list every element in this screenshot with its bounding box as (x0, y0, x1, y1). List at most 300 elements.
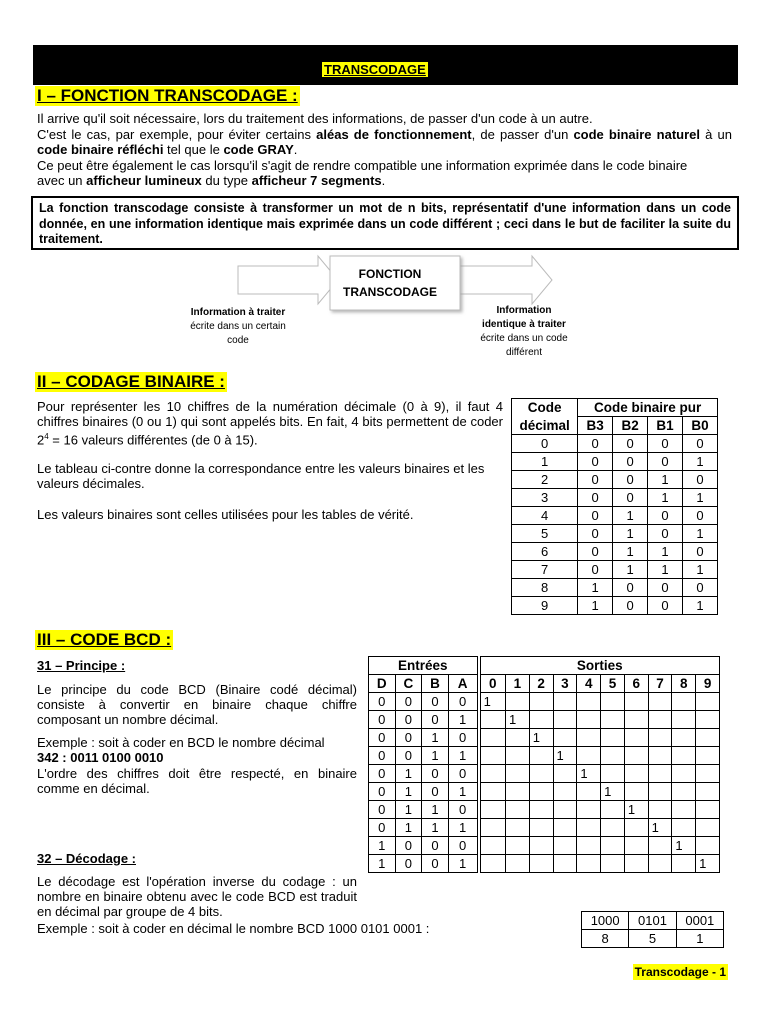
s32p1-text: Le décodage est l'opération inverse du codage : un nombre en binaire obtenu avec le code BCD est traduit en décimal par groupe de 4 bits. (37, 874, 357, 919)
binary-table (511, 398, 718, 615)
bcd-output-cell: 1 (601, 783, 625, 801)
subsection-31-paragraph-3: L'ordre des chiffres doit être respecté, en binaire comme en décimal. (37, 766, 357, 796)
bit-cell: 1 (578, 597, 613, 615)
decimal-cell: 3 (512, 489, 578, 507)
subsection-32-paragraph-1-line1 (37, 874, 357, 919)
bcd-output-cell (672, 711, 696, 729)
p3-text-e: . (381, 173, 386, 188)
bcd-output-cell (601, 819, 625, 837)
bit-cell: 0 (683, 579, 718, 597)
input-label-bold: Information à traiter (190, 307, 286, 318)
bcd-input-cell: 0 (369, 711, 396, 729)
bcd-output-cell (624, 693, 648, 711)
bit-cell: 1 (613, 543, 648, 561)
bcd-input-cell: 1 (448, 711, 478, 729)
section1-paragraph-3 (37, 158, 707, 188)
bit-cell: 0 (683, 543, 718, 561)
bit-cell: 0 (648, 597, 683, 615)
bcd-output-header: 1 (506, 675, 530, 693)
bit-cell: 0 (613, 471, 648, 489)
bcd-output-header: 9 (696, 675, 720, 693)
bit-cell: 1 (683, 453, 718, 471)
bcd-output-cell: 1 (648, 819, 672, 837)
section3-heading: III – CODE BCD : (37, 630, 172, 649)
binary-table-header-b3: B3 (578, 417, 613, 435)
binary-table-header-b2: B2 (613, 417, 648, 435)
bcd-input-cell: 1 (395, 783, 422, 801)
bcd-table (368, 656, 720, 873)
bcd-output-cell (672, 693, 696, 711)
bit-cell: 0 (613, 597, 648, 615)
bcd-output-cell: 1 (506, 711, 530, 729)
bcd-input-cell: 0 (395, 855, 422, 873)
decimal-cell: 1 (512, 453, 578, 471)
bcd-input-cell: 1 (395, 765, 422, 783)
bcd-output-cell (624, 819, 648, 837)
bit-cell: 0 (648, 453, 683, 471)
bcd-output-cell (696, 765, 720, 783)
bcd-input-cell: 0 (369, 765, 396, 783)
bcd-output-cell (506, 765, 530, 783)
bcd-output-cell (648, 711, 672, 729)
binary-table-header-b0: B0 (683, 417, 718, 435)
section2-paragraph-3: Les valeurs binaires sont celles utilisées pour les tables de vérité. (37, 507, 414, 522)
bcd-output-cell (577, 747, 601, 765)
bcd-output-cell: 1 (577, 765, 601, 783)
bcd-input-cell: 0 (369, 801, 396, 819)
decode-decimal-cell: 5 (629, 930, 676, 948)
binary-table-row (512, 471, 718, 489)
section2-paragraph-2: Le tableau ci-contre donne la correspondance entre les valeurs binaires et les valeurs décimales. (37, 461, 485, 491)
bcd-output-cell (479, 837, 506, 855)
p3-text-a: Ce peut être également le cas lorsqu'il s'agit de rendre compatible une information exprimée dans le code binaire avec un (37, 158, 688, 188)
bcd-output-cell: 1 (553, 747, 577, 765)
bcd-output-header: 6 (624, 675, 648, 693)
bcd-output-cell: 1 (696, 855, 720, 873)
bcd-input-cell: 0 (395, 729, 422, 747)
bcd-table-row (369, 729, 720, 747)
binary-table-row (512, 489, 718, 507)
bcd-input-cell: 0 (369, 693, 396, 711)
bcd-table-row (369, 747, 720, 765)
bcd-output-cell (696, 747, 720, 765)
right-arrow-icon (460, 256, 552, 304)
p2-bold-f: code binaire réfléchi (37, 142, 164, 157)
bcd-output-cell (577, 783, 601, 801)
bcd-input-cell: 1 (369, 855, 396, 873)
bcd-output-cell (479, 729, 506, 747)
bcd-input-cell: 0 (369, 819, 396, 837)
bcd-output-cell (529, 819, 553, 837)
bcd-output-cell (696, 837, 720, 855)
section1-paragraph-2 (37, 127, 732, 157)
bit-cell: 0 (648, 525, 683, 543)
binary-table-header-b1: B1 (648, 417, 683, 435)
bcd-input-cell: 1 (422, 729, 449, 747)
header-code-text: Code (527, 400, 562, 416)
bcd-output-cell (577, 711, 601, 729)
bcd-output-cell (601, 837, 625, 855)
bit-cell: 0 (648, 507, 683, 525)
binary-table-row (512, 579, 718, 597)
bcd-output-header: 4 (577, 675, 601, 693)
binary-table-row (512, 543, 718, 561)
bcd-output-cell (479, 765, 506, 783)
binary-table-row (512, 525, 718, 543)
bit-cell: 0 (683, 507, 718, 525)
bcd-table-row (369, 693, 720, 711)
footer-page-label: Transcodage - 1 (634, 965, 726, 979)
bcd-output-cell (601, 693, 625, 711)
bcd-output-cell (601, 855, 625, 873)
decimal-cell: 2 (512, 471, 578, 489)
subsection-31-paragraph-2 (37, 735, 362, 765)
bcd-output-cell: 1 (479, 693, 506, 711)
definition-box (31, 196, 739, 250)
bcd-output-cell (696, 801, 720, 819)
bcd-table-header-outputs: Sorties (479, 657, 720, 675)
s31p2-text: Exemple : soit à coder en BCD le nombre décimal (37, 735, 325, 750)
bcd-output-cell (624, 747, 648, 765)
binary-table-body (512, 435, 718, 615)
bcd-output-cell: 1 (529, 729, 553, 747)
bcd-output-cell (553, 819, 577, 837)
bcd-output-cell (529, 837, 553, 855)
bcd-input-cell: 0 (395, 747, 422, 765)
bit-cell: 0 (578, 543, 613, 561)
bcd-output-cell (648, 729, 672, 747)
bcd-output-cell (577, 837, 601, 855)
decode-bcd-cell: 0101 (629, 912, 676, 930)
bcd-output-cell (479, 801, 506, 819)
bcd-output-cell (506, 801, 530, 819)
bcd-input-cell: 0 (369, 783, 396, 801)
bcd-output-cell (601, 711, 625, 729)
bcd-output-cell (479, 819, 506, 837)
decimal-cell: 8 (512, 579, 578, 597)
p2-text-e: à un (700, 127, 732, 142)
bcd-output-cell: 1 (624, 801, 648, 819)
output-label-line3: écrite dans un code (480, 333, 568, 344)
bcd-output-cell (506, 747, 530, 765)
decimal-cell: 5 (512, 525, 578, 543)
bit-cell: 0 (648, 579, 683, 597)
bcd-output-cell (577, 855, 601, 873)
bcd-output-header: 3 (553, 675, 577, 693)
binary-table-header-code (512, 399, 578, 417)
p3-bold-d: afficheur 7 segments (251, 173, 382, 188)
bit-cell: 0 (578, 489, 613, 507)
bcd-output-header: 2 (529, 675, 553, 693)
bit-cell: 1 (578, 579, 613, 597)
decimal-cell: 9 (512, 597, 578, 615)
bcd-input-cell: 0 (422, 765, 449, 783)
s31p2-bold: 342 : 0011 0100 0010 (37, 750, 164, 765)
bcd-input-cell: 0 (369, 747, 396, 765)
bcd-input-cell: 1 (448, 855, 478, 873)
bcd-output-cell (479, 747, 506, 765)
bcd-output-cell (696, 693, 720, 711)
bcd-input-cell: 0 (422, 783, 449, 801)
bcd-table-row (369, 765, 720, 783)
bcd-output-cell (624, 855, 648, 873)
bcd-output-cell (648, 837, 672, 855)
bcd-output-cell (648, 855, 672, 873)
p2-text-c: , de passer d'un (471, 127, 574, 142)
section2-heading: II – CODAGE BINAIRE : (37, 372, 225, 391)
s2p1-superscript: 4 (44, 432, 49, 441)
bcd-output-header: 8 (672, 675, 696, 693)
bcd-input-cell: 0 (395, 711, 422, 729)
bcd-table-row (369, 855, 720, 873)
bcd-input-cell: 1 (369, 837, 396, 855)
bit-cell: 1 (648, 543, 683, 561)
output-label-line4: différent (506, 347, 542, 358)
bcd-output-cell (479, 711, 506, 729)
bit-cell: 1 (613, 525, 648, 543)
bcd-input-header: C (395, 675, 422, 693)
bcd-output-cell (553, 711, 577, 729)
bcd-input-header: B (422, 675, 449, 693)
decimal-cell: 4 (512, 507, 578, 525)
bcd-input-cell: 0 (448, 693, 478, 711)
bcd-input-cell: 1 (422, 801, 449, 819)
bit-cell: 0 (648, 435, 683, 453)
bcd-output-cell (672, 783, 696, 801)
binary-table-header-decimal: décimal (512, 417, 578, 435)
bcd-table-row (369, 711, 720, 729)
bcd-output-cell (624, 711, 648, 729)
bcd-output-cell (601, 747, 625, 765)
page-title: TRANSCODAGE (324, 62, 426, 77)
bcd-output-cell (601, 729, 625, 747)
bcd-output-cell (553, 765, 577, 783)
bcd-input-cell: 0 (395, 693, 422, 711)
bcd-output-cell (529, 711, 553, 729)
section2-paragraph-1 (37, 399, 503, 447)
bit-cell: 1 (648, 561, 683, 579)
bcd-input-cell: 1 (422, 819, 449, 837)
bcd-table-body (369, 693, 720, 873)
bcd-output-cell (506, 837, 530, 855)
bit-cell: 0 (683, 471, 718, 489)
bcd-output-header: 0 (479, 675, 506, 693)
decode-bcd-cell: 1000 (582, 912, 629, 930)
bcd-input-header: A (448, 675, 478, 693)
bit-cell: 1 (683, 597, 718, 615)
bcd-output-cell (648, 783, 672, 801)
bcd-output-cell (479, 855, 506, 873)
bcd-output-cell (553, 855, 577, 873)
bcd-table-header-inputs: Entrées (369, 657, 479, 675)
bcd-output-cell (648, 765, 672, 783)
bcd-output-cell (529, 747, 553, 765)
bcd-output-header: 5 (601, 675, 625, 693)
decimal-cell: 6 (512, 543, 578, 561)
bcd-output-cell: 1 (672, 837, 696, 855)
bcd-output-cell (529, 855, 553, 873)
definition-text: La fonction transcodage consiste à transformer un mot de n bits, représentatif d'une information dans un code donnée, en une information identique mais exprimée dans un code différent ; ceci dans le but de faciliter la suite du traitement. (39, 201, 731, 246)
transcoding-diagram (160, 250, 590, 360)
bcd-output-cell (696, 711, 720, 729)
bcd-output-cell (553, 729, 577, 747)
s2p1-text-b: = 16 valeurs différentes (de 0 à 15). (48, 432, 258, 448)
decimal-cell: 7 (512, 561, 578, 579)
binary-table-row (512, 507, 718, 525)
s2p1-text-a: Pour représenter les 10 chiffres de la numération décimale (0 à 9), il faut 4 chiffres binaires (0 ou 1) qui sont appelés bits. En fait, 4 bits permettent de coder 2 (37, 399, 503, 448)
bcd-output-cell (696, 729, 720, 747)
bcd-output-cell (577, 729, 601, 747)
decode-row-bcd (582, 912, 724, 930)
bcd-output-cell (648, 747, 672, 765)
bcd-input-cell: 1 (448, 747, 478, 765)
bcd-output-cell (624, 783, 648, 801)
bit-cell: 1 (683, 489, 718, 507)
bcd-output-cell (553, 801, 577, 819)
binary-table-row (512, 561, 718, 579)
bcd-table-row (369, 801, 720, 819)
bcd-output-cell (601, 765, 625, 783)
decode-bcd-cell: 0001 (676, 912, 723, 930)
bcd-table-row (369, 837, 720, 855)
bit-cell: 0 (578, 453, 613, 471)
binary-table-header-binary: Code binaire pur (578, 399, 718, 417)
bcd-output-cell (624, 837, 648, 855)
bcd-input-cell: 0 (422, 711, 449, 729)
bit-cell: 0 (613, 579, 648, 597)
bcd-output-cell (577, 693, 601, 711)
bcd-output-cell (529, 693, 553, 711)
bcd-input-cell: 1 (422, 747, 449, 765)
bcd-input-cell: 0 (448, 801, 478, 819)
bcd-output-cell (506, 783, 530, 801)
bcd-output-cell (672, 747, 696, 765)
subsection-32-paragraph-2: Exemple : soit à coder en décimal le nombre BCD 1000 0101 0001 : (37, 921, 430, 936)
bcd-output-cell (577, 801, 601, 819)
bcd-table-subheader (369, 675, 720, 693)
bcd-output-cell (624, 729, 648, 747)
subsection-31-heading: 31 – Principe : (37, 658, 126, 673)
p3-bold-b: afficheur lumineux (86, 173, 202, 188)
function-box-line1: FONCTION (358, 267, 422, 281)
bcd-output-cell (479, 783, 506, 801)
bcd-output-cell (672, 855, 696, 873)
bcd-input-cell: 1 (395, 819, 422, 837)
bit-cell: 0 (578, 507, 613, 525)
section1-heading: I – FONCTION TRANSCODAGE : (37, 86, 298, 105)
p2-text-g: tel que le (163, 142, 224, 157)
bcd-output-cell (672, 801, 696, 819)
output-label-bold1: Information (496, 305, 552, 316)
binary-table-row (512, 597, 718, 615)
bcd-output-header: 7 (648, 675, 672, 693)
decode-example-table (581, 911, 724, 948)
left-arrow-icon (238, 256, 338, 304)
decimal-cell: 0 (512, 435, 578, 453)
p2-text-i: . (293, 142, 298, 157)
subsection-32-heading: 32 – Décodage : (37, 851, 136, 866)
bit-cell: 1 (683, 561, 718, 579)
bcd-input-cell: 1 (395, 801, 422, 819)
bcd-output-cell (696, 783, 720, 801)
bcd-input-cell: 1 (448, 783, 478, 801)
output-label-bold2: identique à traiter (482, 319, 566, 330)
bit-cell: 1 (613, 507, 648, 525)
bit-cell: 0 (613, 453, 648, 471)
input-label-line2: écrite dans un certain (190, 321, 286, 332)
bcd-output-cell (553, 693, 577, 711)
bit-cell: 1 (613, 561, 648, 579)
input-label-line3: code (227, 335, 249, 346)
bcd-output-cell (648, 801, 672, 819)
bcd-output-cell (624, 765, 648, 783)
p2-bold-d: code binaire naturel (573, 127, 701, 142)
p2-bold-b: aléas de fonctionnement (316, 127, 472, 142)
bcd-output-cell (506, 729, 530, 747)
bcd-output-cell (648, 693, 672, 711)
function-box-line2: TRANSCODAGE (342, 285, 438, 299)
bcd-output-cell (672, 729, 696, 747)
binary-table-row (512, 453, 718, 471)
bcd-output-cell (672, 819, 696, 837)
bit-cell: 0 (613, 489, 648, 507)
bit-cell: 1 (648, 471, 683, 489)
bcd-output-cell (553, 837, 577, 855)
bcd-output-cell (577, 819, 601, 837)
decode-row-decimal (582, 930, 724, 948)
bcd-output-cell (601, 801, 625, 819)
bcd-input-cell: 0 (448, 765, 478, 783)
bcd-output-cell (529, 801, 553, 819)
bcd-output-cell (506, 693, 530, 711)
bit-cell: 0 (578, 471, 613, 489)
bit-cell: 0 (578, 435, 613, 453)
binary-table-row (512, 435, 718, 453)
bcd-input-cell: 0 (395, 837, 422, 855)
bcd-input-cell: 0 (448, 729, 478, 747)
bcd-table-row (369, 783, 720, 801)
bit-cell: 0 (578, 525, 613, 543)
bit-cell: 1 (648, 489, 683, 507)
bcd-output-cell (696, 819, 720, 837)
bcd-output-cell (529, 765, 553, 783)
bit-cell: 1 (683, 525, 718, 543)
bit-cell: 0 (613, 435, 648, 453)
bcd-input-cell: 1 (448, 819, 478, 837)
p3-text-c: du type (201, 173, 252, 188)
bcd-table-row (369, 819, 720, 837)
bcd-input-cell: 0 (422, 693, 449, 711)
bcd-output-cell (672, 765, 696, 783)
bcd-output-cell (506, 855, 530, 873)
section1-p1-text: Il arrive qu'il soit nécessaire, lors du traitement des informations, de passer d'un code à un autre. (37, 111, 593, 126)
bcd-output-cell (529, 783, 553, 801)
decode-decimal-cell: 1 (676, 930, 723, 948)
bcd-output-cell (553, 783, 577, 801)
decode-decimal-cell: 8 (582, 930, 629, 948)
bit-cell: 0 (578, 561, 613, 579)
bcd-input-header: D (369, 675, 396, 693)
p2-bold-h: code GRAY (223, 142, 294, 157)
bit-cell: 0 (683, 435, 718, 453)
bcd-input-cell: 0 (422, 837, 449, 855)
bcd-input-cell: 0 (448, 837, 478, 855)
bcd-output-cell (506, 819, 530, 837)
p2-text-a: C'est le cas, par exemple, pour éviter certains (37, 127, 317, 142)
subsection-31-paragraph-1: Le principe du code BCD (Binaire codé décimal) consiste à convertir en binaire chaque chiffre composant un nombre décimal. (37, 682, 357, 727)
function-box (330, 256, 460, 310)
section1-paragraph-1 (37, 111, 732, 126)
